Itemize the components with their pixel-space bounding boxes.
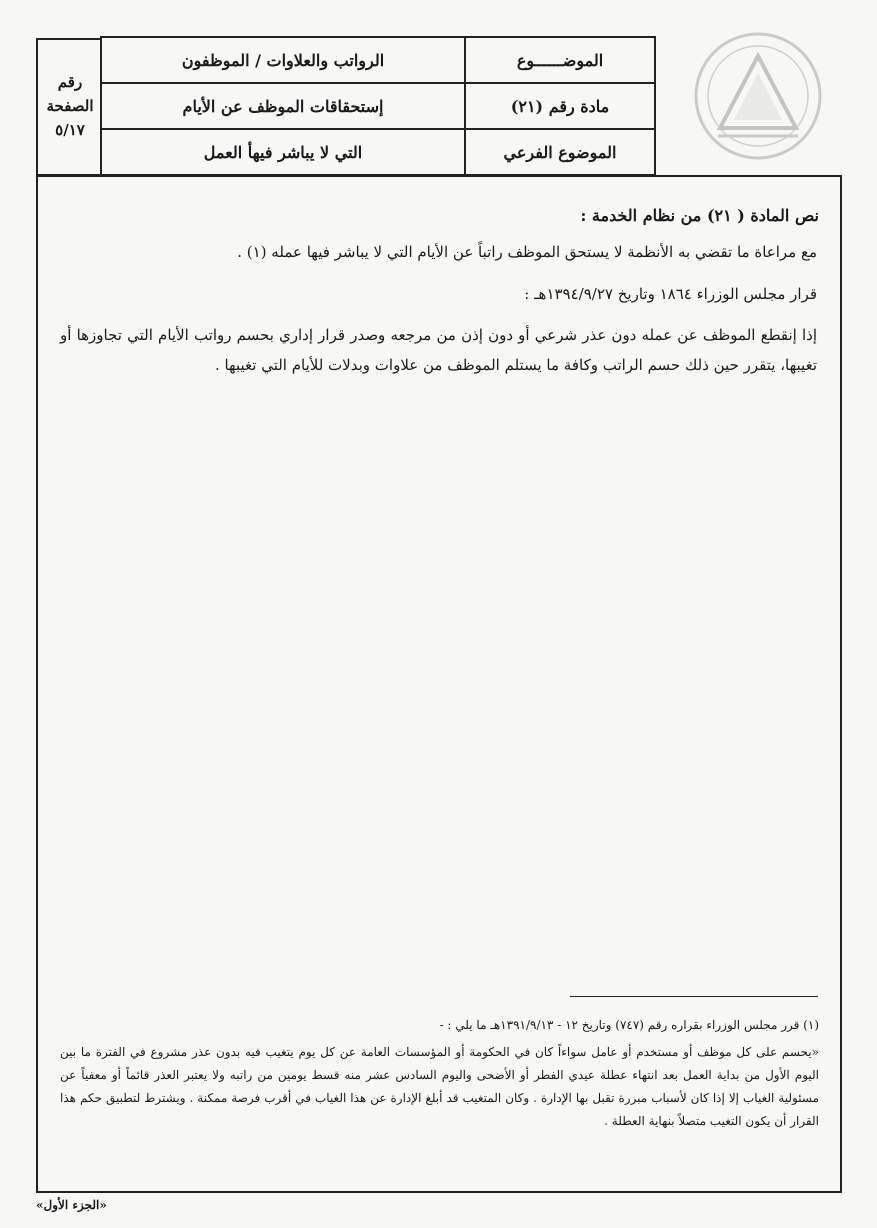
page-number-value: ٥/١٧ xyxy=(55,121,85,139)
article-label: مادة رقم (٢١) xyxy=(466,84,654,130)
subtopic-value: التي لا يباشر فيهأ العمل xyxy=(102,130,466,174)
subtopic-label: الموضوع الفرعي xyxy=(503,142,617,162)
article-text: مع مراعاة ما تقضي به الأنظمة لا يستحق الموظف راتباً عن الأيام التي لا يباشر فيها عمله (١) . xyxy=(237,243,817,261)
footnote-1-title: (١) قرر مجلس الوزراء بقراره رقم (٧٤٧) وتاريخ ١٢ - ١٣٩١/٩/١٣هـ ما يلي : - xyxy=(439,1018,819,1032)
page-number-box xyxy=(36,38,102,176)
part-label: «الجزء الأول» xyxy=(36,1198,107,1212)
footnote-divider xyxy=(570,996,818,997)
council-decision-ref: قرار مجلس الوزراء ١٨٦٤ وتاريخ ١٣٩٤/٩/٢٧هـ : xyxy=(524,285,817,303)
subject-label: الموضــــــوع xyxy=(466,38,654,84)
footnote-1-text: «يحسم على كل موظف أو مستخدم أو عامل سواءاً كان في الحكومة أو المؤسسات العامة عن كل يوم يتغيب فيه بدون عذر مشروع في الفترة ما بين اليوم الأول من بداية العمل بعد انتهاء عطلة عيدي الفطر أو الأضحى واليوم السادس عشر منه قسط يومين من راتبه ولا يعتبر العذر قائماً أو معفياً عن مسئولية الغياب إلا إذا كان لأسباب مبررة تقبل بها الإدارة . وكان المتغيب قد أبلغ الإدارة عن هذا الغياب في أقرب فرصة ممكنة . ويشترط لتطبيق حكم هذا القرار أن يكون التغيب متصلاً بنهاية العطلة . xyxy=(60,1045,819,1128)
emblem-logo-icon xyxy=(678,28,838,163)
article-value: إستحقاقات الموظف عن الأيام xyxy=(102,84,466,130)
article-heading: نص المادة ( ٢١) من نظام الخدمة : xyxy=(580,206,819,225)
page-number-label-2: الصفحة xyxy=(46,97,94,115)
header-table xyxy=(100,36,656,176)
page-number-label: رقم xyxy=(57,73,83,91)
subject-value: الرواتب والعلاوات / الموظفون xyxy=(102,38,466,84)
council-decision-text: إذا إنقطع الموظف عن عمله دون عذر شرعي أو دون إذن من مرجعه وصدر قرار إداري بحسم رواتب الأيام التي تجاوزها أو تغيبها، يتقرر حين ذلك حسم الراتب وكافة ما يستلم الموظف من علاوات وبدلات للأيام التي تغيبها . xyxy=(60,326,817,374)
